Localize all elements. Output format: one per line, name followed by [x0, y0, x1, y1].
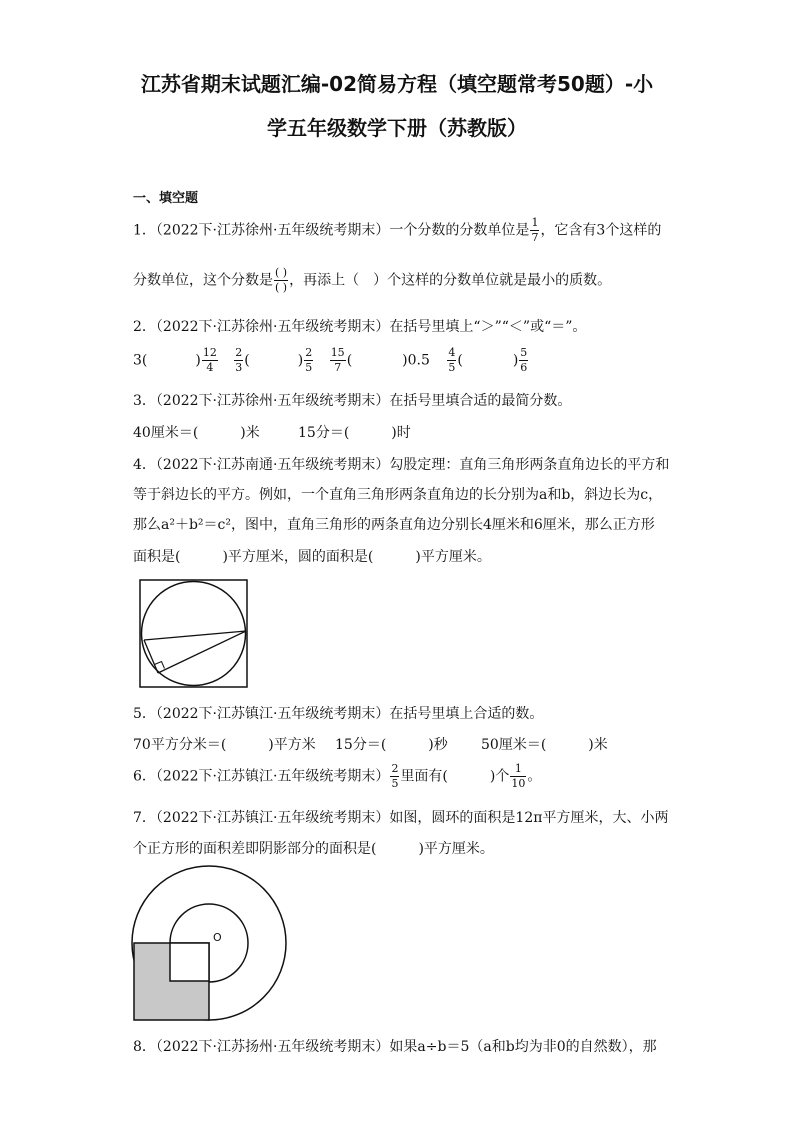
fraction-2-3: $\frac{2}{3}$	[235, 346, 243, 374]
section-heading: 一、填空题	[133, 191, 199, 206]
question-4-line1: 4．（2022下·江苏南通·五年级统考期末）勾股定理：直角三角形两条直角边长的平方和	[133, 457, 670, 473]
fraction-2-5: $\frac{2}{5}$	[305, 346, 313, 374]
question-5-blank-a[interactable]: 70平方分米＝( )平方米	[133, 737, 316, 753]
question-6: 6．（2022下·江苏镇江·五年级统考期末） $\frac{2}{5}$ 里面有( )个 $\frac{1}{10}$ 。	[133, 762, 542, 790]
fraction-one-seventh: $\frac{1}{7}$	[531, 216, 539, 244]
fraction-1-10: $\frac{1}{10}$	[511, 762, 526, 790]
question-7-line1: 7．（2022下·江苏镇江·五年级统考期末）如图，圆环的面积是12π平方厘米，大、小两	[133, 810, 669, 826]
square-circle-triangle-figure	[138, 578, 250, 690]
question-5: 5．（2022下·江苏镇江·五年级统考期末）在括号里填上合适的数。	[133, 706, 544, 722]
question-8-line1: 8．（2022下·江苏扬州·五年级统考期末）如果a÷b＝5（a和b均为非0的自然数），那	[133, 1039, 657, 1055]
question-3: 3．（2022下·江苏徐州·五年级统考期末）在括号里填合适的最简分数。	[133, 393, 572, 409]
question-4-line2: 等于斜边长的平方。例如，一个直角三角形两条直角边的长分别为a和b，斜边长为c，	[133, 487, 663, 503]
question-7-line2: 个正方形的面积差即阴影部分的面积是( )平方厘米。	[133, 841, 494, 857]
fraction-2-5: $\frac{2}{5}$	[391, 762, 399, 790]
question-1-line1: 1．（2022下·江苏徐州·五年级统考期末）一个分数的分数单位是 $\frac{1}{7}$ ，它含有3个这样的	[133, 216, 662, 244]
question-5-blank-b[interactable]: 15分＝( )秒	[335, 737, 448, 753]
question-4-line4: 面积是( )平方厘米，圆的面积是( )平方厘米。	[133, 549, 491, 565]
question-2: 2．（2022下·江苏徐州·五年级统考期末）在括号里填上“＞”“＜”或“＝”。	[133, 319, 587, 335]
answer-blank-fraction[interactable]: $\frac{( )}{( )}$	[275, 266, 288, 294]
question-4-line3: 那么a²＋b²＝c²，图中，直角三角形的两条直角边分别长4厘米和6厘米，那么正方形	[133, 517, 655, 533]
question-3-blank-a[interactable]: 40厘米＝( )米	[133, 425, 260, 441]
fraction-12-4: $\frac{12}{4}$	[202, 346, 217, 374]
question-5-blank-c[interactable]: 50厘米＝( )米	[481, 737, 608, 753]
question-1-line2: 分数单位，这个分数是 $\frac{( )}{( )}$ ，再添上（ ）个这样的分数单位就是最小的质数。	[133, 266, 612, 294]
page-title-line1: 江苏省期末试题汇编-02简易方程（填空题常考50题）-小	[140, 72, 654, 96]
question-3-blank-b[interactable]: 15分＝( )时	[298, 425, 411, 441]
fraction-4-5: $\frac{4}{5}$	[448, 346, 456, 374]
question-2-compare-row: 3( ) $\frac{12}{4}$ $\frac{2}{3}$ ( ) $\frac{2}{5}$ $\frac{15}{7}$ ( )0.5 $\frac{4}{5}$ ( ) $\frac{5}{6}$	[133, 346, 528, 374]
fraction-5-6: $\frac{5}{6}$	[520, 346, 528, 374]
center-label-o: O	[213, 931, 222, 944]
annulus-squares-figure	[130, 864, 290, 1024]
page-title-line2: 学五年级数学下册（苏教版）	[267, 116, 527, 140]
fraction-15-7: $\frac{15}{7}$	[330, 346, 345, 374]
